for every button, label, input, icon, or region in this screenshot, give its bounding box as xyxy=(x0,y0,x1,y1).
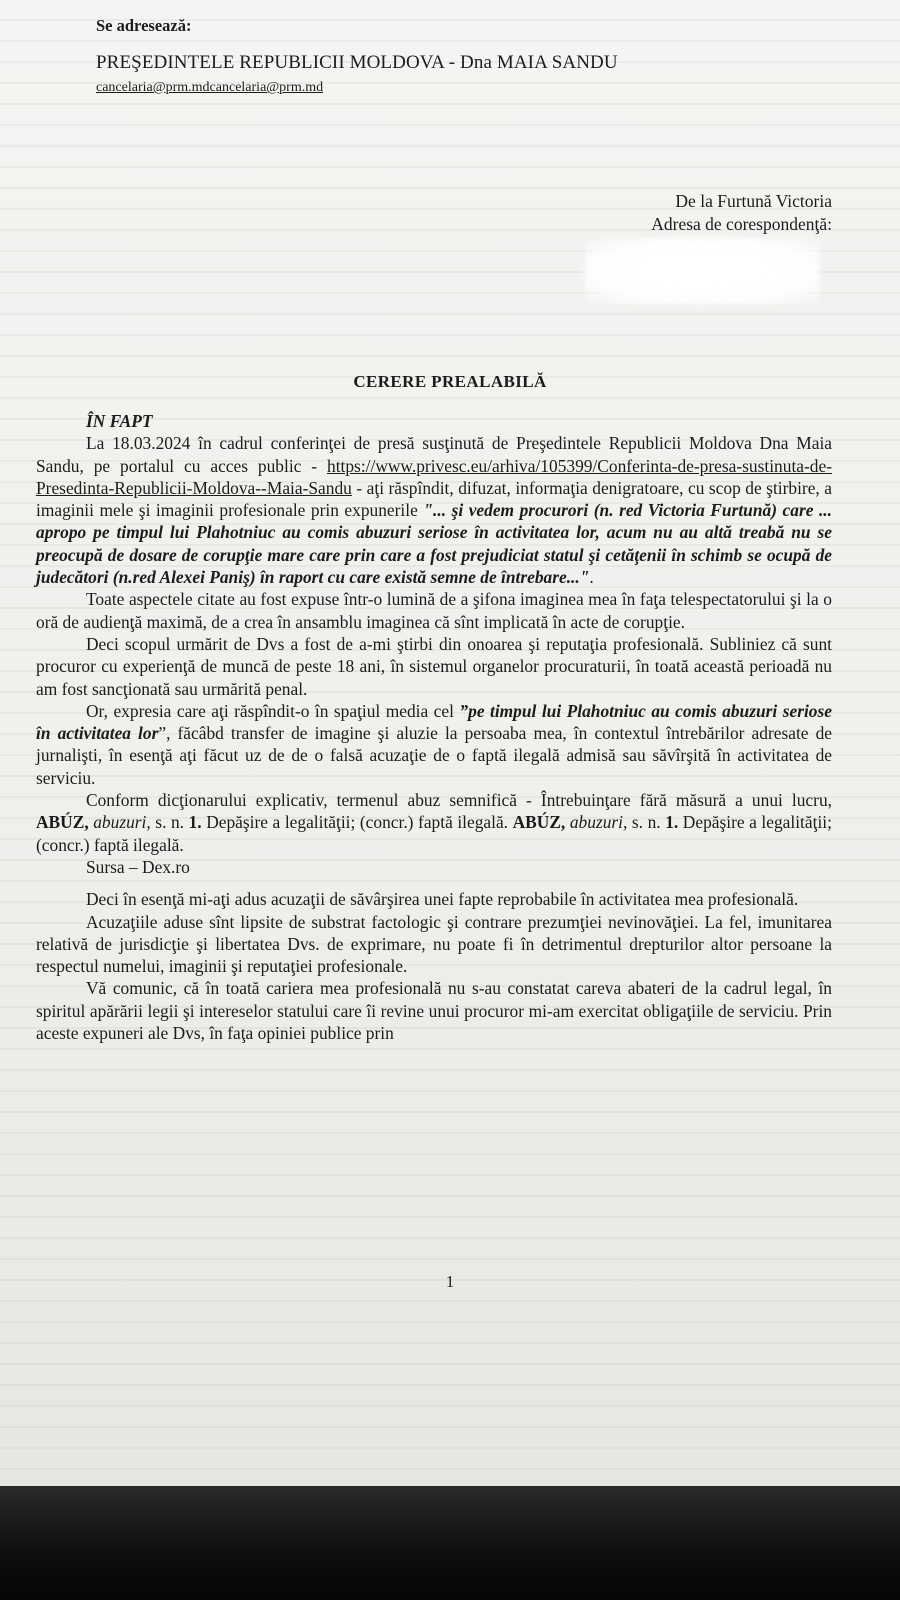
p4-b: ”, făcâbd transfer de imagine şi aluzie la persoaba mea, în contextul întrebărilor adresate de jurnalişti, în esenţă aţi făcut uz de de o falsă acuzaţie de o faptă ilegală admisă sau săvîrşită în activitatea de serviciu. xyxy=(36,723,832,788)
p5-d: s. n. xyxy=(631,812,661,833)
recipient-emails: cancelaria@prm.mdcancelaria@prm.md xyxy=(96,80,324,95)
paragraph-1 xyxy=(36,432,832,588)
sender-address-label: Adresa de corespondenţă: xyxy=(651,214,832,234)
paragraph-8: Vă comunic, că în toată cariera mea profesională nu s-au constatat careva abateri de la cadrul legal, în spiritul apărării legii şi intereselor statului care îi revine unui procuror mi-am exercitat obligaţiile de serviciu. Prin aceste expuneri ale Dvs, în faţa opiniei publice prin xyxy=(36,978,832,1044)
p4-a: Or, expresia care aţi răspîndit-o în spaţiul media cel xyxy=(86,700,454,721)
paragraph-gap xyxy=(36,878,832,888)
paragraph-6: Deci în esenţă mi-aţi adus acuzaţii de săvârşirea unei fapte reprobabile în activitatea mea profesională. xyxy=(86,889,799,910)
document-title: CERERE PREALABILĂ xyxy=(353,372,547,391)
paragraph-5 xyxy=(36,789,832,856)
document-body xyxy=(36,410,832,1044)
p1-intro: La 18.03.2024 în cadrul conferinţei de presă susţinută de Preşedintele Republicii Moldova Dna Maia Sandu, pe portalul cu acces public - xyxy=(36,433,832,476)
p5-plural-2: abuzuri, xyxy=(569,812,628,833)
p1-end: . xyxy=(589,567,594,588)
p5-term-1: ABÚZ, xyxy=(36,812,89,833)
p5-c: Depăşire a legalităţii; (concr.) faptă ilegală. xyxy=(206,812,509,833)
addressee-label: Se adresează: xyxy=(96,16,192,35)
p5-plural-1: abuzuri, xyxy=(93,812,151,833)
p5-e: Depăşire a legalităţii; (concr.) faptă ilegală. xyxy=(36,812,832,855)
p4-quote: ”pe timpul lui Plahotniuc au comis abuzuri seriose în activitatea lor xyxy=(36,700,832,744)
page-number: 1 xyxy=(445,1272,455,1291)
p1-text: - aţi răspîndit, difuzat, informaţia denigratoare, cu scop de ştirbire, a imaginii mele şi imaginii profesionale prin expunerile xyxy=(36,477,832,521)
p5-num-2: 1. xyxy=(665,812,679,833)
p5-a: Conform dicţionarului explicativ, termenul abuz semnifică - Întrebuinţare fără măsură a unui lucru, xyxy=(86,790,832,811)
source-link[interactable]: https://www.privesc.eu/arhiva/105399/Conferinta-de-presa-sustinuta-de-Presedinta-Republicii-Moldova--Maia-Sandu xyxy=(36,455,832,498)
recipient-line: PREŞEDINTELE REPUBLICII MOLDOVA - Dna MAIA SANDU xyxy=(96,52,618,73)
p5-num-1: 1. xyxy=(188,812,202,833)
sender-name: De la Furtună Victoria xyxy=(675,191,832,211)
p5-term-2: ABÚZ, xyxy=(512,812,566,833)
paragraph-2: Toate aspectele citate au fost expuse într-o lumină de a şifona imaginea mea în faţa telespectatorului şi la o oră de audienţă maximă, de a crea în ansamblu imaginea că sînt implicată în acte de corupţie. xyxy=(36,589,832,632)
sender-block xyxy=(651,190,832,236)
paragraph-7: Acuzaţiile aduse sînt lipsite de substrat factologic şi contrare prezumţiei nevinovăţiei. La fel, imunitarea relativă de jurisdicţie şi libertatea Dvs. de exprimare, nu poate fi în detrimentul drepturilor altor persoane la respectul numelui, imaginii şi reputaţiei profesionale. xyxy=(36,911,832,977)
paragraph-3: Deci scopul urmărit de Dvs a fost de a-mi ştirbi din onoarea şi reputaţia profesională. Subliniez că sunt procuror cu experienţă de muncă de peste 18 ani, în sistemul organelor procuraturii, în toată această perioadă nu am fost sancţionată sau urmărită penal. xyxy=(36,633,832,699)
p5-b: s. n. xyxy=(155,812,185,833)
background-surface xyxy=(0,1486,900,1600)
section-heading: ÎN FAPT xyxy=(86,411,153,431)
paragraph-4 xyxy=(36,700,832,789)
source-reference: Sursa – Dex.ro xyxy=(86,856,190,877)
p1-quote: "... şi vedem procurori (n. red Victoria Furtună) care ... apropo pe timpul lui Plahotniuc au comis abuzuri seriose în activitatea lor, acum nu au altă treabă nu se preocupă de dosare de corupţie mare care prin care a fost prejudiciat statul şi cetăţenii în schimb se ocupă de judecători (n.red Alexei Paniş) în raport cu care există semne de întrebare..." xyxy=(36,500,832,588)
redacted-address xyxy=(585,238,820,304)
